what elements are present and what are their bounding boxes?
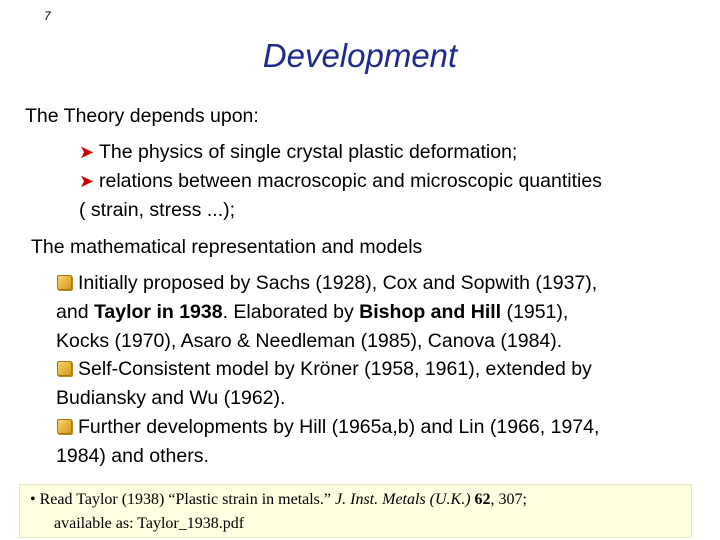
square-bullet-icon [57,275,72,290]
arrow-bullet-icon: ➤ [79,171,95,191]
model-item-3-line-1: Further developments by Hill (1965a,b) and Lin (1966, 1974, [78,416,600,438]
dependency-text-1: The physics of single crystal plastic deformation; [99,141,518,163]
footnote-line-1: • Read Taylor (1938) “Plastic strain in metals.” J. Inst. Metals (U.K.) 62, 307; [30,491,527,508]
slide-number: 7 [44,9,51,23]
journal-name: J. Inst. Metals (U.K.) [335,491,471,508]
model-item-2-line-2: Budiansky and Wu (1962). [56,387,286,409]
arrow-bullet-icon: ➤ [79,142,95,162]
footnote-bullet: • [30,491,36,508]
dependency-text-3: ( strain, stress ...); [79,199,236,221]
taylor-highlight: Taylor in 1938 [93,301,223,323]
reference-footnote [19,484,692,538]
model-item-3-line-2: 1984) and others. [56,445,209,467]
models-heading: The mathematical representation and models [31,236,423,258]
bishop-hill-highlight: Bishop and Hill [359,301,502,323]
model-item-1-line-2: and Taylor in 1938. Elaborated by Bishop and Hill (1951), [56,301,569,323]
square-bullet-icon [57,361,72,376]
dependency-item-1 [79,140,517,164]
slide-title: Development [262,37,458,74]
model-item-2-line-1: Self-Consistent model by Kröner (1958, 1961), extended by [78,358,592,380]
model-item-1 [57,271,597,295]
model-item-1-line-1: Initially proposed by Sachs (1928), Cox and Sopwith (1937), [78,272,598,294]
square-bullet-icon [57,419,72,434]
dependency-text-2: relations between macroscopic and microscopic quantities [99,170,602,192]
intro-text: The Theory depends upon: [25,105,259,127]
model-item-2 [57,357,592,381]
dependency-item-2 [79,169,602,193]
model-item-3 [57,415,599,439]
footnote-line-2: available as: Taylor_1938.pdf [54,515,245,532]
model-item-1-line-3: Kocks (1970), Asaro & Needleman (1985), Canova (1984). [56,330,563,352]
journal-volume: 62 [470,491,491,508]
